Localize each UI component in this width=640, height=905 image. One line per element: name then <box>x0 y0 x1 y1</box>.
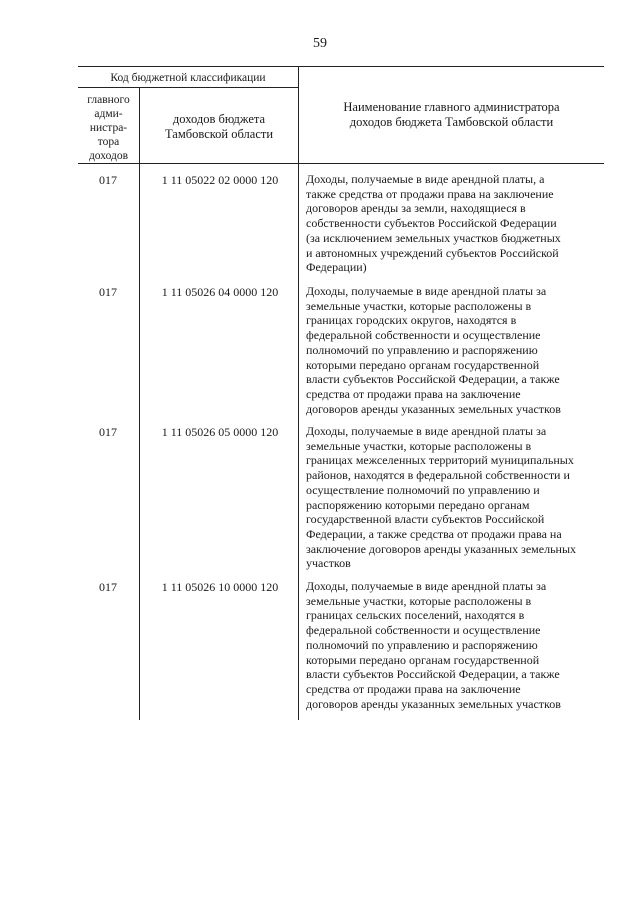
row-admin-code: 017 <box>99 425 117 439</box>
row-name-line: федеральной собственности и осуществление <box>306 328 541 343</box>
header-admin-line: нистра- <box>89 122 128 134</box>
row-name-line: договоров аренды указанных земельных участков <box>306 401 561 416</box>
row-admin-code: 017 <box>99 580 117 594</box>
row-name-line: Доходы, получаемые в виде арендной платы за <box>306 424 547 438</box>
row-income-name <box>306 284 606 416</box>
row-name-line: Доходы, получаемые в виде арендной платы, а <box>306 172 545 186</box>
row-name-line: земельные участки, которые расположены в <box>306 298 532 313</box>
row-name-line: средства от продажи права на заключение <box>306 386 521 401</box>
row-name-line: земельные участки, которые расположены в <box>306 593 532 608</box>
row-name-line: которыми передано органам государственной <box>306 357 540 372</box>
row-name-line: Доходы, получаемые в виде арендной платы за <box>306 284 547 298</box>
row-budget-code: 1 11 05026 05 0000 120 <box>161 425 279 439</box>
row-name-line: полномочий по управлению и распоряжению <box>306 637 538 652</box>
code-name-divider <box>298 67 299 720</box>
group-header-rule <box>78 87 298 88</box>
row-income-name <box>306 172 606 275</box>
row-name-line: Федерации, а также средства от продажи права на <box>306 526 562 541</box>
header-name-column <box>299 100 604 130</box>
row-name-line: собственности субъектов Российской Федерации <box>306 216 557 231</box>
row-name-line: государственной власти субъектов Российской <box>306 512 545 527</box>
header-admin-line: главного <box>87 94 130 106</box>
row-name-line: районов, находятся в федеральной собственности и <box>306 468 570 483</box>
row-name-line: распоряжению которыми передано органам <box>306 497 530 512</box>
header-admin-line: доходов <box>88 150 129 162</box>
row-income-name <box>306 424 606 571</box>
page-number: 59 <box>313 36 327 51</box>
row-income-name <box>306 579 606 711</box>
row-name-line: (за исключением земельных участков бюджетных <box>306 230 561 245</box>
header-code-line: доходов бюджета <box>172 112 266 126</box>
row-name-line: границах межселенных территорий муниципальных <box>306 453 574 468</box>
header-name-line: доходов бюджета Тамбовской области <box>349 115 554 129</box>
header-admin-column <box>78 93 139 163</box>
row-name-line: власти субъектов Российской Федерации, а также <box>306 372 560 387</box>
row-name-line: средства от продажи права на заключение <box>306 681 521 696</box>
row-name-line: границах сельских поселений, находятся в <box>306 608 525 623</box>
row-name-line: договоров аренды за земли, находящиеся в <box>306 201 526 216</box>
row-budget-code: 1 11 05026 10 0000 120 <box>161 580 279 594</box>
row-name-line: договоров аренды указанных земельных участков <box>306 696 561 711</box>
header-admin-line: тора <box>97 136 120 148</box>
row-name-line: Доходы, получаемые в виде арендной платы за <box>306 579 547 593</box>
row-name-line: участков <box>306 556 351 571</box>
row-admin-code: 017 <box>99 173 117 187</box>
row-budget-code: 1 11 05022 02 0000 120 <box>161 173 279 187</box>
admin-code-divider <box>139 88 140 720</box>
row-name-line: которыми передано органам государственной <box>306 652 540 667</box>
header-code-line: Тамбовской области <box>164 127 274 141</box>
header-group-title: Код бюджетной классификации <box>110 72 266 84</box>
row-name-line: земельные участки, которые расположены в <box>306 438 532 453</box>
row-name-line: федеральной собственности и осуществление <box>306 623 541 638</box>
row-budget-code: 1 11 05026 04 0000 120 <box>161 285 279 299</box>
row-name-line: также средства от продажи права на заключение <box>306 186 554 201</box>
header-bottom-rule <box>78 163 604 164</box>
row-name-line: власти субъектов Российской Федерации, а также <box>306 667 560 682</box>
header-admin-line: адми- <box>94 108 123 120</box>
row-name-line: границах городских округов, находятся в <box>306 313 517 328</box>
row-name-line: осуществление полномочий по управлению и <box>306 482 540 497</box>
row-name-line: Федерации) <box>306 260 367 275</box>
row-admin-code: 017 <box>99 285 117 299</box>
row-name-line: заключение договоров аренды указанных земельных <box>306 541 577 556</box>
table-top-rule <box>78 66 604 67</box>
row-name-line: полномочий по управлению и распоряжению <box>306 342 538 357</box>
header-name-line: Наименование главного администратора <box>343 100 560 114</box>
header-code-column <box>140 112 298 142</box>
row-name-line: и автономных учреждений субъектов Российской <box>306 245 559 260</box>
